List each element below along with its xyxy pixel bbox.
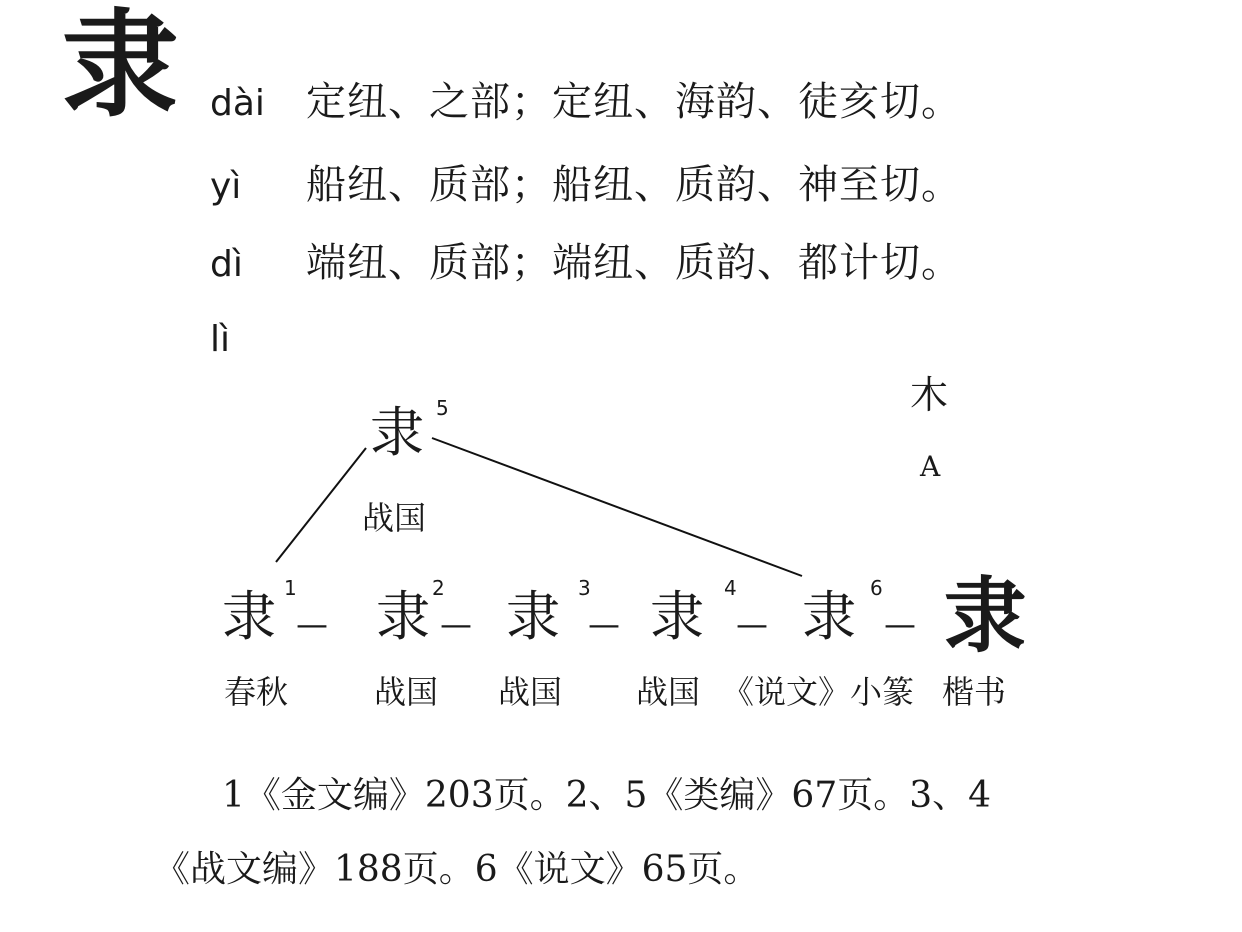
chain-number-1: 1 bbox=[284, 576, 297, 600]
fanqie-2: 船纽、质部；船纽、质韵、神至切。 bbox=[306, 162, 962, 208]
chain-dash-2: — bbox=[440, 605, 472, 643]
chain-era-5: 《说文》小篆 bbox=[722, 673, 915, 711]
source-note-line-1: 1《金文编》203页。2、5《类编》67页。3、4 bbox=[222, 775, 992, 816]
chain-glyph-5: 隶 bbox=[802, 585, 856, 648]
side-form-glyph: 木 bbox=[910, 373, 949, 417]
source-note-line-2: 《战文编》188页。6《说文》65页。 bbox=[154, 849, 760, 890]
chain-dash-5: — bbox=[884, 605, 916, 643]
chain-number-5: 6 bbox=[870, 576, 883, 600]
top-form-era: 战国 bbox=[362, 499, 427, 537]
chain-dash-4: — bbox=[736, 605, 768, 643]
fanqie-1: 定纽、之部；定纽、海韵、徒亥切。 bbox=[306, 79, 962, 125]
chain-era-3: 战国 bbox=[498, 673, 563, 711]
chain-glyph-3: 隶 bbox=[506, 585, 560, 648]
chain-dash-3: — bbox=[588, 605, 620, 643]
pinyin-1: dài bbox=[210, 83, 265, 124]
chain-number-2: 2 bbox=[432, 576, 445, 600]
pinyin-3: dì bbox=[210, 244, 243, 285]
chain-glyph-4: 隶 bbox=[650, 585, 704, 648]
chain-glyph-6: 隶 bbox=[944, 569, 1027, 664]
head-character: 隶 bbox=[62, 0, 178, 133]
chain-era-4: 战国 bbox=[636, 673, 701, 711]
pinyin-4: lì bbox=[210, 319, 231, 360]
top-form-number: 5 bbox=[436, 396, 449, 420]
chain-dash-1: — bbox=[296, 605, 328, 643]
chain-glyph-2: 隶 bbox=[376, 585, 430, 648]
chain-era-2: 战国 bbox=[374, 673, 439, 711]
pinyin-2: yì bbox=[210, 166, 242, 207]
chain-era-6: 楷书 bbox=[942, 673, 1007, 711]
top-form-glyph: 隶 bbox=[370, 401, 424, 464]
chain-number-3: 3 bbox=[578, 576, 591, 600]
fanqie-3: 端纽、质部；端纽、质韵、都计切。 bbox=[306, 240, 962, 286]
chain-number-4: 4 bbox=[724, 576, 737, 600]
chain-era-1: 春秋 bbox=[224, 673, 289, 711]
side-form-label: A bbox=[920, 450, 941, 483]
chain-glyph-1: 隶 bbox=[222, 585, 276, 648]
